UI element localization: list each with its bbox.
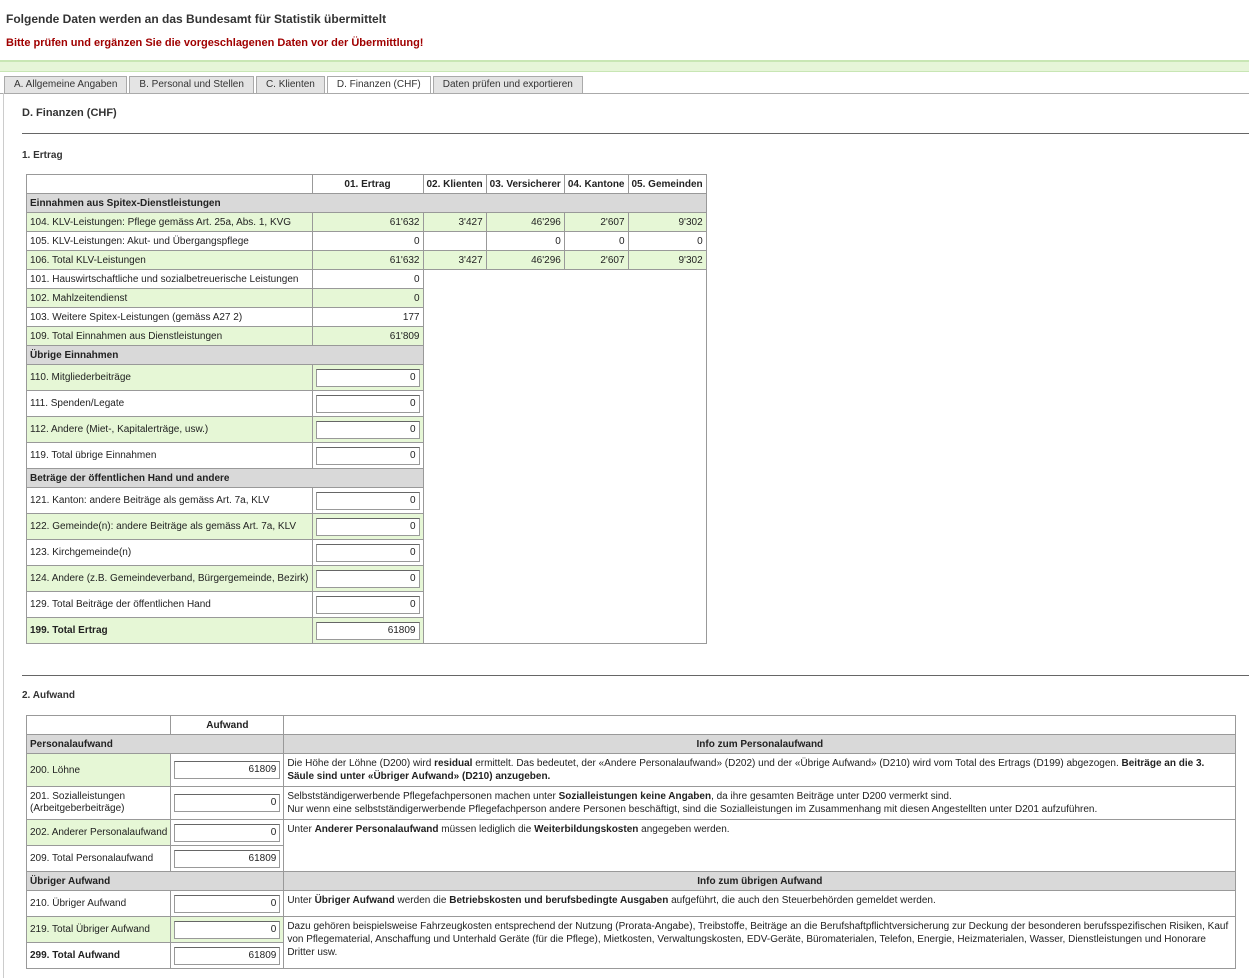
- row-label: 123. Kirchgemeinde(n): [27, 540, 312, 565]
- cell-value: 46'296: [487, 213, 564, 231]
- row-label: 111. Spenden/Legate: [27, 391, 312, 416]
- section-title: D. Finanzen (CHF): [22, 107, 117, 119]
- cell-value: [424, 232, 486, 250]
- sozialleistungen-input[interactable]: 0: [174, 794, 280, 812]
- row-label: 109. Total Einnahmen aus Dienstleistungen: [27, 327, 312, 345]
- row-label: 124. Andere (z.B. Gemeindeverband, Bürgergemeinde, Bezirk): [27, 566, 312, 591]
- content-border: [3, 93, 4, 978]
- cell-value: 2'607: [565, 251, 628, 269]
- row-label: 202. Anderer Personalaufwand: [27, 820, 170, 845]
- aufwand-table: [26, 715, 1236, 969]
- row-label: 110. Mitgliederbeiträge: [27, 365, 312, 390]
- row-label: 200. Löhne: [27, 754, 170, 786]
- header-blank: [27, 716, 170, 734]
- group-header: Beträge der öffentlichen Hand und andere: [27, 469, 423, 487]
- row-label: 122. Gemeinde(n): andere Beiträge als gemäss Art. 7a, KLV: [27, 514, 312, 539]
- row-label: 201. Sozialleistungen (Arbeitgeberbeiträge): [27, 787, 170, 819]
- cell-value: 9'302: [629, 251, 706, 269]
- row-label: 129. Total Beiträge der öffentlichen Hand: [27, 592, 312, 617]
- cell-value: 9'302: [629, 213, 706, 231]
- divider: [22, 133, 1249, 134]
- col-header-gemeinden: 05. Gemeinden: [629, 175, 706, 193]
- kirchgemeinde-input[interactable]: 0: [316, 544, 420, 562]
- page-title: Folgende Daten werden an das Bundesamt für Statistik übermittelt: [6, 12, 387, 26]
- tab-finanzen[interactable]: D. Finanzen (CHF): [327, 76, 431, 94]
- row-label: 112. Andere (Miet-, Kapitalerträge, usw.): [27, 417, 312, 442]
- group-header: Übriger Aufwand: [27, 872, 283, 890]
- cell-value: 0: [565, 232, 628, 250]
- cell-value: 3'427: [424, 213, 486, 231]
- ertrag-title: 1. Ertrag: [22, 150, 63, 161]
- total-oeffentliche-hand-input[interactable]: 0: [316, 596, 420, 614]
- row-label: 103. Weitere Spitex-Leistungen (gemäss A27 2): [27, 308, 312, 326]
- gemeinde-input[interactable]: 0: [316, 518, 420, 536]
- row-label: 106. Total KLV-Leistungen: [27, 251, 312, 269]
- info-text: Dazu gehören beispielsweise Fahrzeugkosten entsprechend der Nutzung (Prorata-Angabe), Treibstoffe, Beiträge an die Berufshaftpflichtversicherung zur Deckung der besonderen berufsspezifischen Risiken, Kauf von Pflegematerial, Anschaffung und Unterhald Geräte (für die Pflege), Mietkosten, Verwaltungskosten, EDV-Geräte, Büromaterialen, Telefon, Energie, Heizmaterialen, Wasser, Dienstleistungen und Honorare Dritter usw.: [284, 917, 1235, 968]
- row-label: 210. Übriger Aufwand: [27, 891, 170, 916]
- page-header: [0, 0, 1249, 61]
- row-label: 105. KLV-Leistungen: Akut- und Übergangspflege: [27, 232, 312, 250]
- col-header-ertrag: 01. Ertrag: [313, 175, 423, 193]
- ertrag-table: [26, 174, 707, 644]
- cell-value: 0: [313, 232, 423, 250]
- header-blank: [27, 175, 312, 193]
- total-ertrag-label: 199. Total Ertrag: [27, 618, 312, 643]
- row-label: 101. Hauswirtschaftliche und sozialbetreuerische Leistungen: [27, 270, 312, 288]
- cell-value: 46'296: [487, 251, 564, 269]
- cell-value: 3'427: [424, 251, 486, 269]
- row-label: 102. Mahlzeitendienst: [27, 289, 312, 307]
- info-text: Unter Anderer Personalaufwand müssen lediglich die Weiterbildungskosten angegeben werden.: [284, 820, 1235, 871]
- tab-daten-pruefen[interactable]: Daten prüfen und exportieren: [433, 76, 583, 93]
- cell-value: 61'632: [313, 251, 423, 269]
- total-aufwand-input[interactable]: 61809: [174, 947, 280, 965]
- tab-allgemeine-angaben[interactable]: A. Allgemeine Angaben: [4, 76, 127, 93]
- row-label: 119. Total übrige Einnahmen: [27, 443, 312, 468]
- header-blank: [284, 716, 1235, 734]
- cell-value: 2'607: [565, 213, 628, 231]
- cell-value: 177: [313, 308, 423, 326]
- col-header-kantone: 04. Kantone: [565, 175, 628, 193]
- tab-klienten[interactable]: C. Klienten: [256, 76, 325, 93]
- tab-divider: [0, 93, 1249, 94]
- warning-text: Bitte prüfen und ergänzen Sie die vorgeschlagenen Daten vor der Übermittlung!: [6, 37, 424, 49]
- group-header: Einnahmen aus Spitex-Dienstleistungen: [27, 194, 706, 212]
- row-label: 219. Total Übriger Aufwand: [27, 917, 170, 942]
- cell-value: 0: [313, 270, 423, 288]
- uebriger-aufwand-input[interactable]: 0: [174, 895, 280, 913]
- info-text: Die Höhe der Löhne (D200) wird residual ermittelt. Das bedeutet, der «Andere Personalaufwand» (D202) und der «Übrige Aufwand» (D210) wird vom Total des Ertrags (D199) abgezogen. Beiträge an die 3. Säule sind unter «Übriger Aufwand» (D210) anzugeben.: [284, 754, 1235, 786]
- loehne-input[interactable]: 61809: [174, 761, 280, 779]
- row-label: 209. Total Personalaufwand: [27, 846, 170, 871]
- aufwand-title: 2. Aufwand: [22, 690, 75, 701]
- tab-bar: [4, 76, 585, 94]
- info-text: Selbstständigerwerbende Pflegefachpersonen machen unter Sozialleistungen keine Angaben, da ihre gesamten Beiträge unter D200 vermerkt sind. Nur wenn eine selbstständigerwerbende Pflegefachperson andere Personen beschäftigt, sind die Sozialleistungen im Zusammenhang mit diesen Angestellten unter D201 aufzuführen.: [284, 787, 1235, 819]
- row-label: 121. Kanton: andere Beiträge als gemäss Art. 7a, KLV: [27, 488, 312, 513]
- mitgliederbeitraege-input[interactable]: 0: [316, 369, 420, 387]
- info-text: Unter Übriger Aufwand werden die Betriebskosten und berufsbedingte Ausgaben aufgeführt, die auch den Steuerbehörden gemeldet werden.: [284, 891, 1235, 916]
- cell-value: 0: [629, 232, 706, 250]
- total-uebriger-aufwand-input[interactable]: 0: [174, 921, 280, 939]
- cell-value: 0: [487, 232, 564, 250]
- info-personalaufwand-title: Info zum Personalaufwand: [284, 735, 1235, 753]
- total-uebrige-einnahmen-input[interactable]: 0: [316, 447, 420, 465]
- col-header-klienten: 02. Klienten: [424, 175, 486, 193]
- cell-value: 61'809: [313, 327, 423, 345]
- andere-einnahmen-input[interactable]: 0: [316, 421, 420, 439]
- col-header-versicherer: 03. Versicherer: [487, 175, 564, 193]
- tab-personal-und-stellen[interactable]: B. Personal und Stellen: [129, 76, 254, 93]
- spenden-input[interactable]: 0: [316, 395, 420, 413]
- cell-value: 61'632: [313, 213, 423, 231]
- kanton-input[interactable]: 0: [316, 492, 420, 510]
- cell-value: 0: [313, 289, 423, 307]
- total-personalaufwand-input[interactable]: 61809: [174, 850, 280, 868]
- empty-area: [424, 270, 706, 643]
- group-header: Personalaufwand: [27, 735, 283, 753]
- total-ertrag-input[interactable]: 61809: [316, 622, 420, 640]
- divider: [22, 675, 1249, 676]
- anderer-personalaufwand-input[interactable]: 0: [174, 824, 280, 842]
- total-aufwand-label: 299. Total Aufwand: [27, 943, 170, 968]
- header-bar: [0, 61, 1249, 72]
- row-label: 104. KLV-Leistungen: Pflege gemäss Art. 25a, Abs. 1, KVG: [27, 213, 312, 231]
- info-uebriger-aufwand-title: Info zum übrigen Aufwand: [284, 872, 1235, 890]
- andere-beitraege-input[interactable]: 0: [316, 570, 420, 588]
- group-header: Übrige Einnahmen: [27, 346, 423, 364]
- col-header-aufwand: Aufwand: [171, 716, 283, 734]
